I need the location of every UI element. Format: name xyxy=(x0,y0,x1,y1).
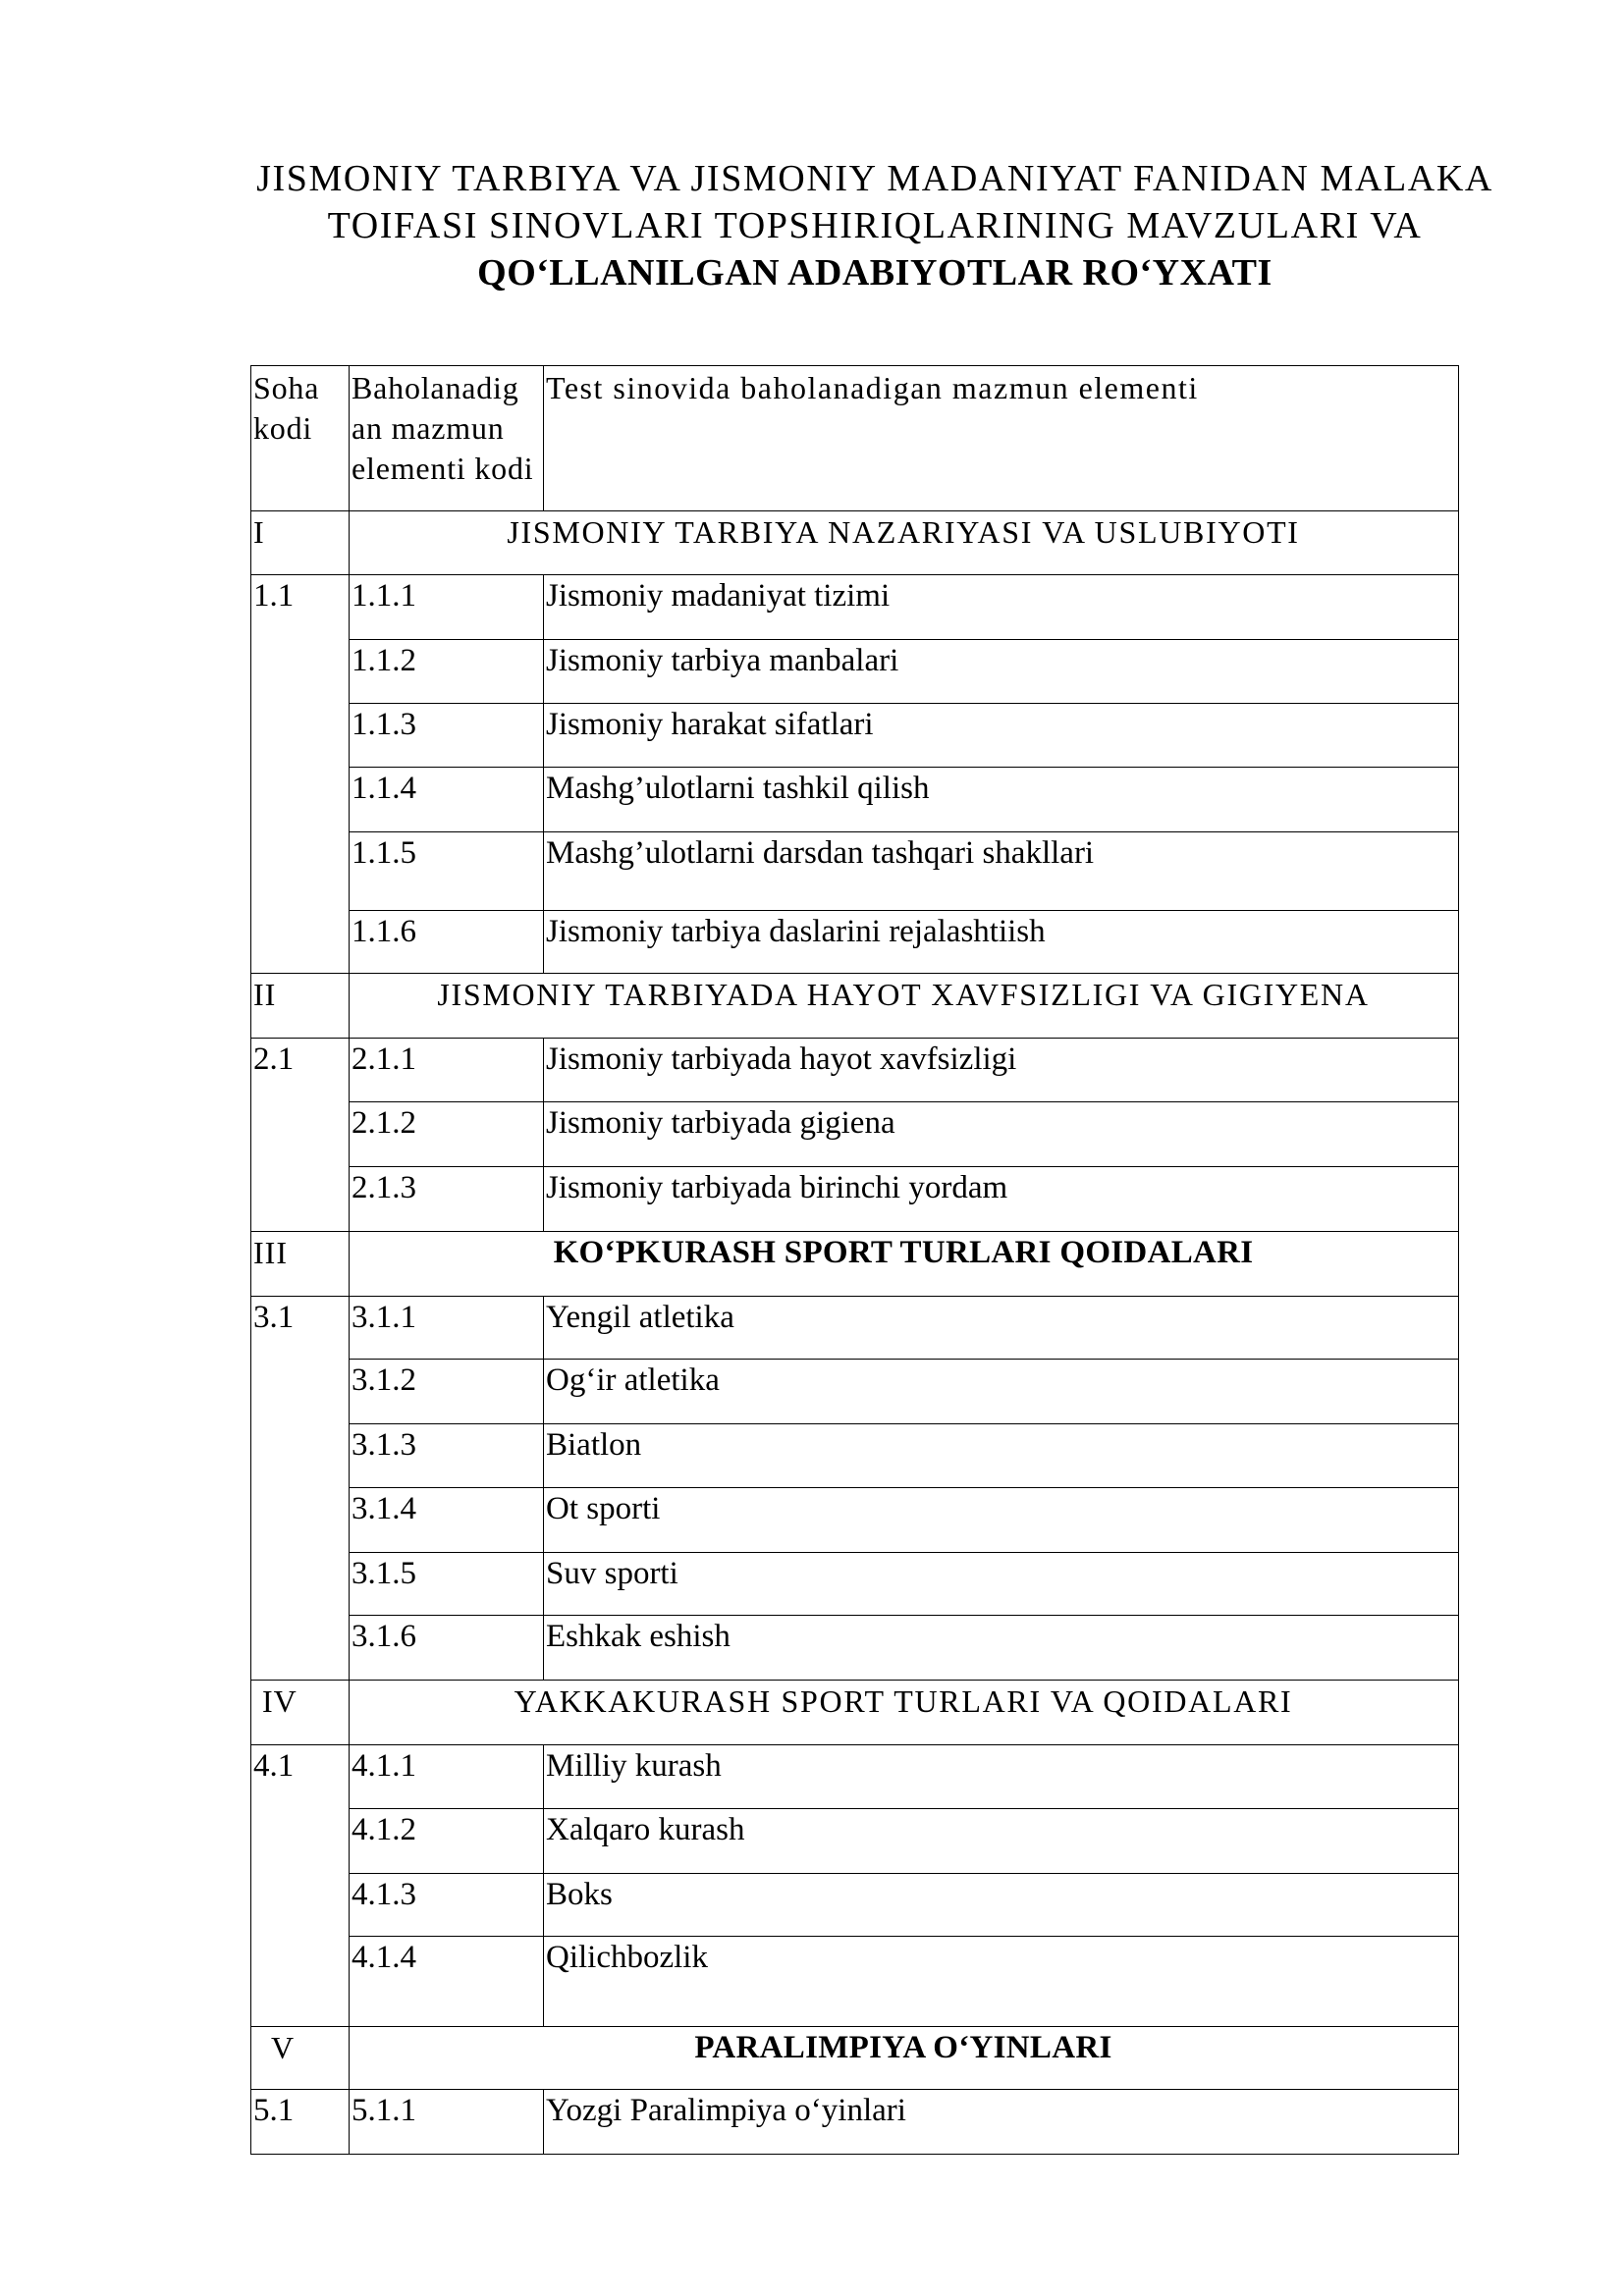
element-name: Og‘ir atletika xyxy=(544,1360,1459,1424)
element-code: 1.1.5 xyxy=(350,832,544,911)
element-code: 1.1.4 xyxy=(350,768,544,832)
element-code: 2.1.1 xyxy=(350,1039,544,1102)
area-code: 3.1 xyxy=(251,1297,350,1681)
element-code: 4.1.1 xyxy=(350,1745,544,1809)
header-text-line: Baholanadig xyxy=(352,370,519,405)
element-name: Ot sporti xyxy=(544,1488,1459,1553)
element-name: Qilichbozlik xyxy=(544,1937,1459,2027)
element-name: Xalqaro kurash xyxy=(544,1809,1459,1874)
element-name: Jismoniy tarbiya daslarini rejalashtiish xyxy=(544,911,1459,974)
area-code: 2.1 xyxy=(251,1039,350,1232)
item-row xyxy=(251,1360,1459,1424)
item-row xyxy=(251,2090,1459,2155)
item-row xyxy=(251,1553,1459,1616)
section-heading: JISMONIY TARBIYADA HAYOT XAVFSIZLIGI VA GIGIYENA xyxy=(350,974,1459,1039)
section-heading: YAKKAKURASH SPORT TURLARI VA QOIDALARI xyxy=(350,1681,1459,1745)
item-row xyxy=(251,1102,1459,1167)
section-heading: KO‘PKURASH SPORT TURLARI QOIDALARI xyxy=(350,1232,1459,1297)
area-code: 4.1 xyxy=(251,1745,350,2027)
document-title xyxy=(126,155,1624,296)
element-code: 3.1.3 xyxy=(350,1424,544,1488)
item-row xyxy=(251,1488,1459,1553)
element-code: 3.1.1 xyxy=(350,1297,544,1360)
header-element: Test sinovida baholanadigan mazmun elementi xyxy=(544,366,1459,511)
item-row xyxy=(251,1039,1459,1102)
element-code: 1.1.3 xyxy=(350,704,544,768)
item-row xyxy=(251,1424,1459,1488)
item-row xyxy=(251,704,1459,768)
section-numeral: I xyxy=(251,511,350,575)
element-name: Jismoniy madaniyat tizimi xyxy=(544,575,1459,640)
item-row xyxy=(251,1809,1459,1874)
table-header-row xyxy=(251,366,1459,511)
header-area-code xyxy=(251,366,350,511)
area-code: 5.1 xyxy=(251,2090,350,2155)
element-name: Mashg’ulotlarni darsdan tashqari shakllari xyxy=(544,832,1459,911)
title-line-1: JISMONIY TARBIYA VA JISMONIY MADANIYAT FANIDAN MALAKA xyxy=(256,158,1493,199)
item-row xyxy=(251,1167,1459,1232)
element-code: 3.1.4 xyxy=(350,1488,544,1553)
section-heading: JISMONIY TARBIYA NAZARIYASI VA USLUBIYOTI xyxy=(350,511,1459,575)
element-code: 3.1.5 xyxy=(350,1553,544,1616)
element-code: 3.1.6 xyxy=(350,1616,544,1681)
element-name: Jismoniy tarbiyada birinchi yordam xyxy=(544,1167,1459,1232)
element-name: Eshkak eshish xyxy=(544,1616,1459,1681)
element-code: 3.1.2 xyxy=(350,1360,544,1424)
section-row xyxy=(251,2027,1459,2090)
element-name: Biatlon xyxy=(544,1424,1459,1488)
section-row xyxy=(251,1681,1459,1745)
item-row xyxy=(251,1874,1459,1937)
item-row xyxy=(251,1616,1459,1681)
item-row xyxy=(251,1937,1459,2027)
item-row xyxy=(251,832,1459,911)
section-row xyxy=(251,1232,1459,1297)
title-line-3: QO‘LLANILGAN ADABIYOTLAR RO‘YXATI xyxy=(477,252,1272,294)
item-row xyxy=(251,1745,1459,1809)
item-row xyxy=(251,911,1459,974)
section-numeral: IV xyxy=(251,1681,350,1745)
item-row xyxy=(251,575,1459,640)
topics-table xyxy=(250,365,1459,2155)
element-name: Yozgi Paralimpiya o‘yinlari xyxy=(544,2090,1459,2155)
element-name: Mashg’ulotlarni tashkil qilish xyxy=(544,768,1459,832)
element-name: Jismoniy tarbiyada hayot xavfsizligi xyxy=(544,1039,1459,1102)
element-name: Suv sporti xyxy=(544,1553,1459,1616)
item-row xyxy=(251,1297,1459,1360)
element-code: 1.1.2 xyxy=(350,640,544,704)
header-element-code xyxy=(350,366,544,511)
title-line-2: TOIFASI SINOVLARI TOPSHIRIQLARINING MAVZULARI VA xyxy=(327,205,1423,246)
item-row xyxy=(251,640,1459,704)
element-code: 4.1.4 xyxy=(350,1937,544,2027)
element-name: Jismoniy tarbiya manbalari xyxy=(544,640,1459,704)
element-name: Jismoniy harakat sifatlari xyxy=(544,704,1459,768)
section-numeral: III xyxy=(251,1232,350,1297)
element-code: 2.1.2 xyxy=(350,1102,544,1167)
element-code: 2.1.3 xyxy=(350,1167,544,1232)
header-text-line: elementi kodi xyxy=(352,451,534,486)
section-row xyxy=(251,511,1459,575)
element-name: Jismoniy tarbiyada gigiena xyxy=(544,1102,1459,1167)
element-code: 1.1.6 xyxy=(350,911,544,974)
element-code: 5.1.1 xyxy=(350,2090,544,2155)
area-code: 1.1 xyxy=(251,575,350,974)
section-numeral: II xyxy=(251,974,350,1039)
element-name: Yengil atletika xyxy=(544,1297,1459,1360)
section-heading: PARALIMPIYA O‘YINLARI xyxy=(350,2027,1459,2090)
header-text-line: an mazmun xyxy=(352,410,505,446)
section-row xyxy=(251,974,1459,1039)
element-code: 4.1.3 xyxy=(350,1874,544,1937)
header-text-line: kodi xyxy=(253,410,313,446)
item-row xyxy=(251,768,1459,832)
header-text-line: Soha xyxy=(253,370,320,405)
element-code: 4.1.2 xyxy=(350,1809,544,1874)
element-name: Boks xyxy=(544,1874,1459,1937)
element-name: Milliy kurash xyxy=(544,1745,1459,1809)
element-code: 1.1.1 xyxy=(350,575,544,640)
section-numeral: V xyxy=(251,2027,350,2090)
